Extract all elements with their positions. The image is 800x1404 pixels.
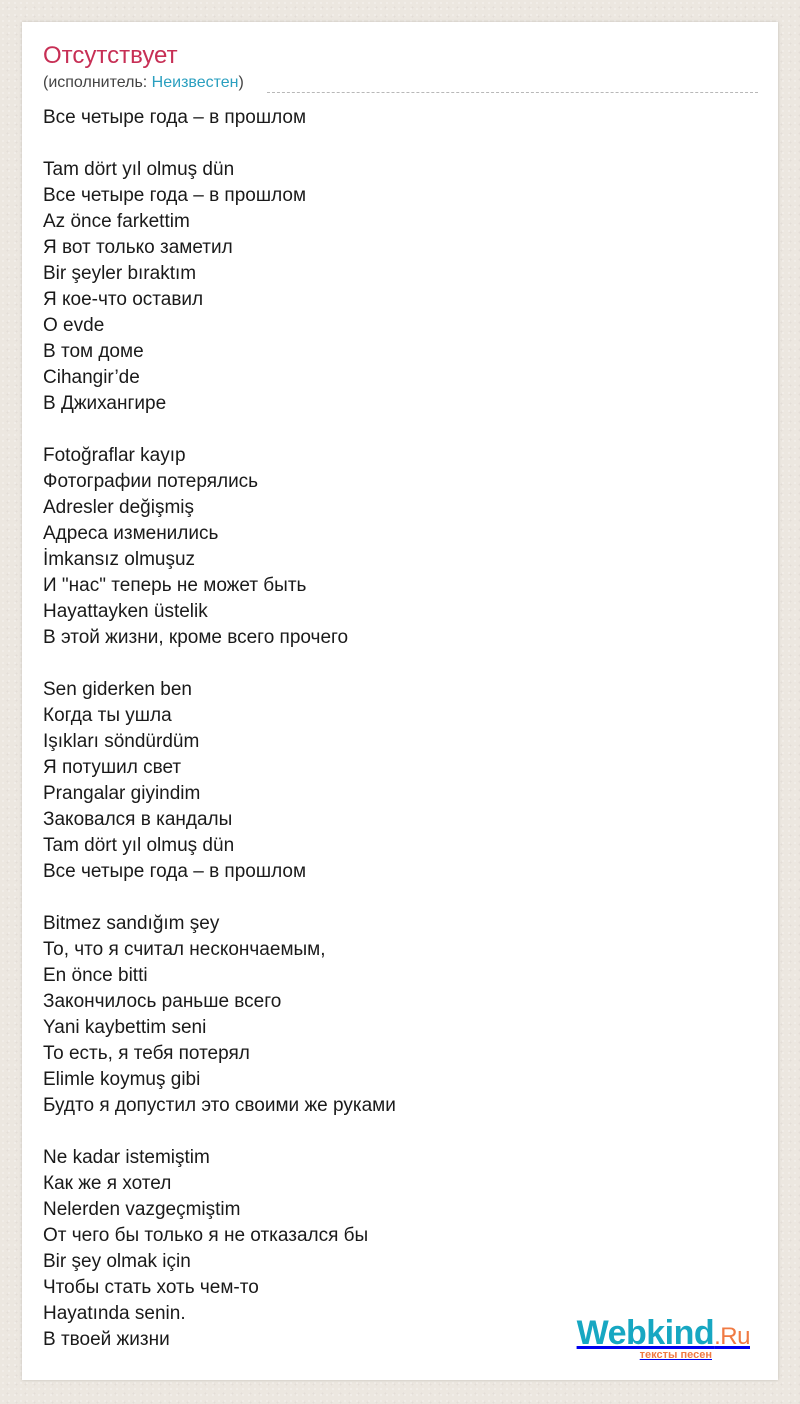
logo-tagline: тексты песен <box>639 1349 712 1361</box>
lyric-line: Yani kaybettim seni <box>43 1017 207 1038</box>
lyric-line: Prangalar giyindim <box>43 783 201 804</box>
lyric-line: Заковался в кандалы <box>43 809 233 830</box>
lyric-line: Я вот только заметил <box>43 237 233 258</box>
lyric-line: İmkansız olmuşuz <box>43 549 196 570</box>
lyric-line: Sen giderken ben <box>43 679 192 700</box>
lyric-line: Bir şeyler bıraktım <box>43 263 197 284</box>
lyric-line: Fotoğraflar kayıp <box>43 445 186 466</box>
lyric-line: В том доме <box>43 341 144 362</box>
lyric-line: Bitmez sandığım şey <box>43 913 220 934</box>
lyric-line: Adresler değişmiş <box>43 497 194 518</box>
stanza-gap <box>43 651 758 677</box>
lyric-line: Все четыре года – в прошлом <box>43 185 307 206</box>
lyric-line: Чтобы стать хоть чем-то <box>43 1277 259 1298</box>
webkind-logo[interactable] <box>560 1315 750 1361</box>
stanza-gap <box>43 417 758 443</box>
lyrics-body <box>43 105 758 1353</box>
lyric-line: Nelerden vazgeçmiştim <box>43 1199 241 1220</box>
logo-tld: .Ru <box>714 1323 750 1350</box>
stanza-gap <box>43 131 758 157</box>
lyric-line: Tam dört yıl olmuş dün <box>43 159 235 180</box>
lyric-line: Işıkları söndürdüm <box>43 731 200 752</box>
stanza-gap <box>43 1119 758 1145</box>
lyric-line: В этой жизни, кроме всего прочего <box>43 627 349 648</box>
lyric-line: Будто я допустил это своими же руками <box>43 1095 396 1116</box>
lyric-line: Cihangir’de <box>43 367 140 388</box>
artist-suffix: ) <box>238 74 244 91</box>
lyric-line: Как же я хотел <box>43 1173 172 1194</box>
lyric-line: Фотографии потерялись <box>43 471 259 492</box>
lyric-line: En önce bitti <box>43 965 148 986</box>
lyric-line: Я потушил свет <box>43 757 182 778</box>
stanza-gap <box>43 885 758 911</box>
lyric-line: В твоей жизни <box>43 1329 170 1350</box>
lyric-line: Ne kadar istemiştim <box>43 1147 210 1168</box>
artist-line <box>43 73 244 93</box>
lyric-line: Az önce farkettim <box>43 211 190 232</box>
lyric-line: То, что я считал нескончаемым, <box>43 939 326 960</box>
song-title: Отсутствует <box>43 42 178 69</box>
lyric-line: O evde <box>43 315 105 336</box>
lyric-line: Закончилось раньше всего <box>43 991 282 1012</box>
lyric-line: Hayattayken üstelik <box>43 601 208 622</box>
logo-name: Webkind <box>576 1314 715 1352</box>
lyric-line: Все четыре года – в прошлом <box>43 861 307 882</box>
lyric-line: То есть, я тебя потерял <box>43 1043 250 1064</box>
lyric-line: Hayatında senin. <box>43 1303 186 1324</box>
artist-prefix: (исполнитель: <box>43 74 152 91</box>
lyric-line: От чего бы только я не отказался бы <box>43 1225 369 1246</box>
lyric-line: Я кое-что оставил <box>43 289 204 310</box>
lyric-line: Адреса изменились <box>43 523 219 544</box>
header-divider <box>267 92 758 93</box>
lyric-line: Все четыре года – в прошлом <box>43 107 307 128</box>
lyric-line: Tam dört yıl olmuş dün <box>43 835 235 856</box>
lyric-line: Elimle koymuş gibi <box>43 1069 201 1090</box>
lyrics-card <box>22 22 778 1380</box>
lyric-line: Когда ты ушла <box>43 705 172 726</box>
lyric-line: Bir şey olmak için <box>43 1251 191 1272</box>
lyric-line: В Джихангире <box>43 393 167 414</box>
artist-link[interactable]: Неизвестен <box>151 74 239 91</box>
lyric-line: И "нас" теперь не может быть <box>43 575 307 596</box>
